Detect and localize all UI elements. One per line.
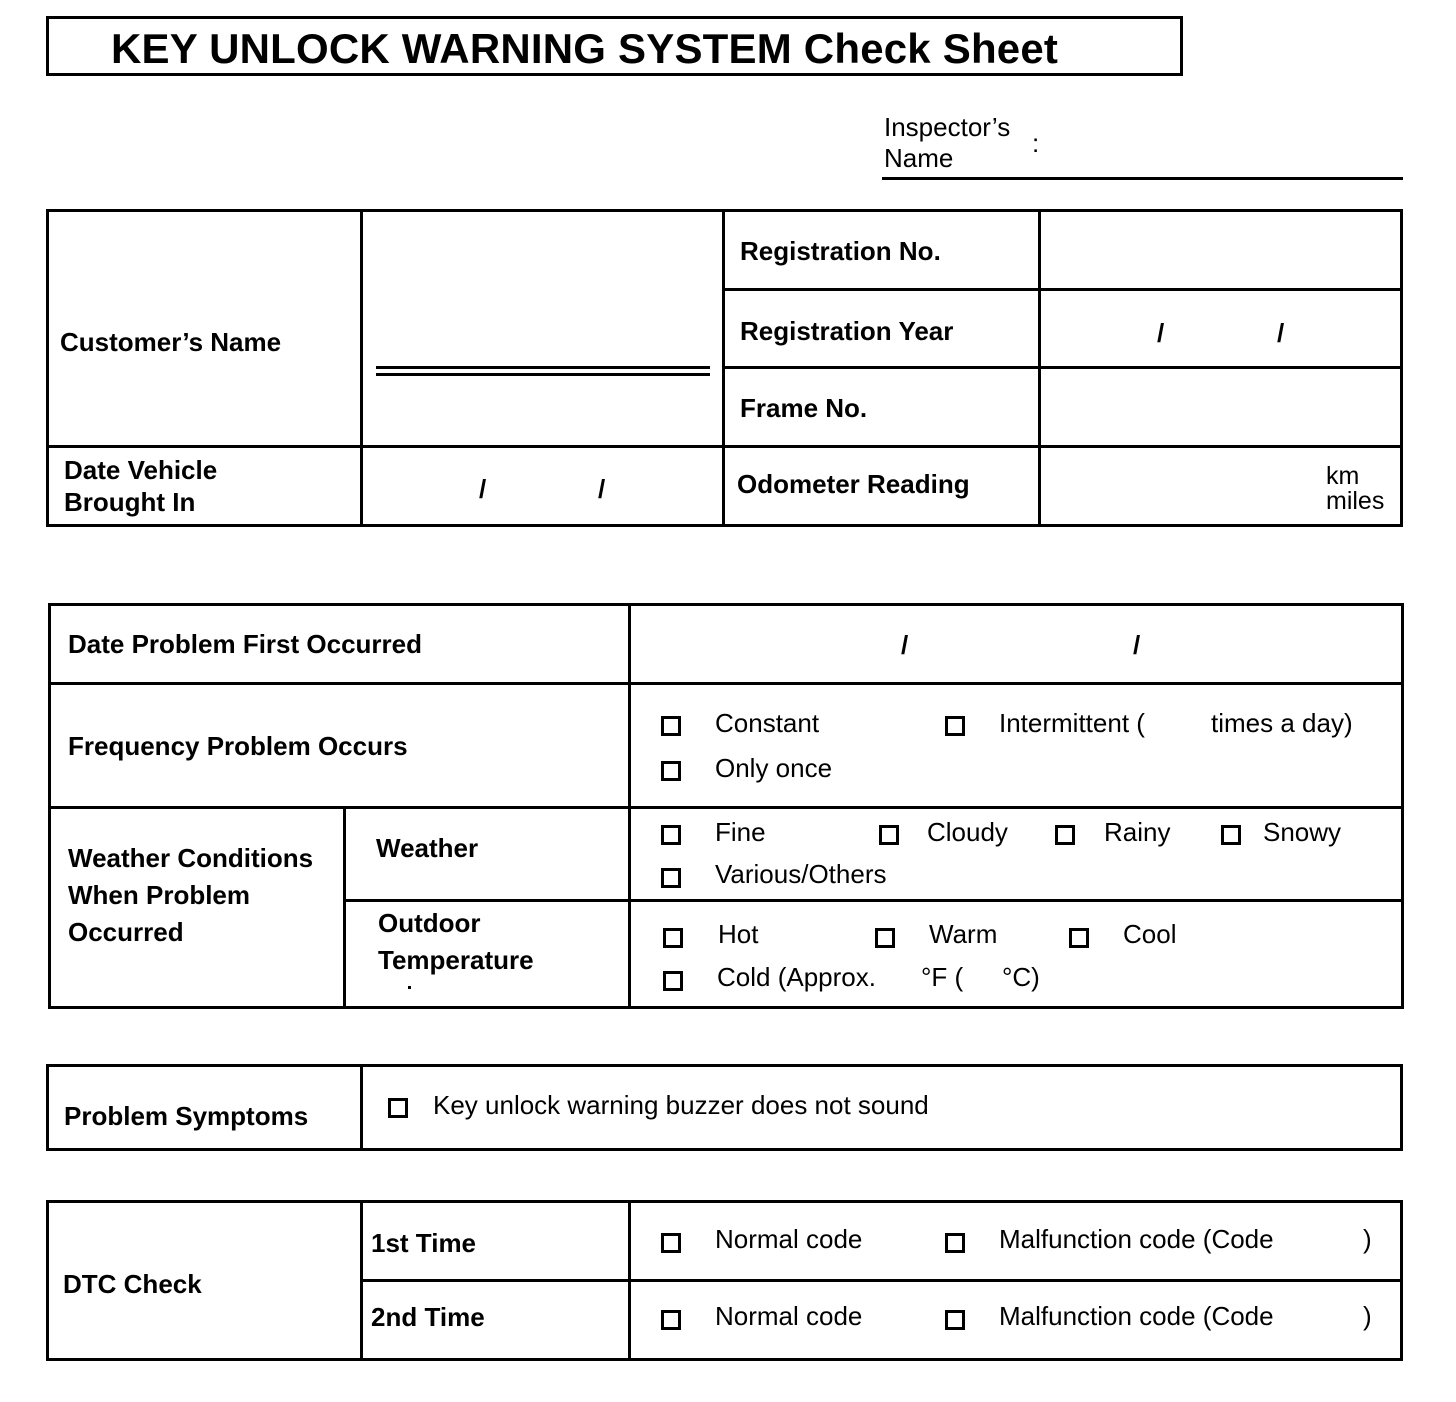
inspector-name-label	[884, 112, 1034, 174]
second-close-paren: )	[1363, 1301, 1372, 1331]
various-checkbox[interactable]	[661, 868, 681, 888]
outdoor-temp-line1: Outdoor	[378, 908, 481, 938]
intermittent-checkbox[interactable]	[945, 716, 965, 736]
divider	[360, 209, 363, 527]
frame-no-label: Frame No.	[740, 393, 868, 423]
inspector-label-line1: Inspector’s	[884, 112, 1011, 142]
customer-name-label: Customer’s Name	[60, 327, 282, 357]
date-brought-in-line2: Brought In	[64, 487, 196, 517]
weather-label: Weather	[376, 833, 479, 863]
cold-option: Cold (Approx.	[717, 962, 876, 992]
divider	[722, 366, 1403, 369]
second-normal-code-option: Normal code	[715, 1301, 863, 1331]
customer-name-underline	[376, 373, 710, 376]
registration-year-separator: /	[1157, 318, 1165, 348]
first-close-paren: )	[1363, 1224, 1372, 1254]
registration-year-separator: /	[1277, 318, 1285, 348]
buzzer-symptom-checkbox[interactable]	[388, 1098, 408, 1118]
outdoor-temperature-label	[378, 905, 534, 979]
hot-option: Hot	[718, 919, 759, 949]
first-malfunction-code-option: Malfunction code (Code	[999, 1224, 1274, 1254]
first-malfunction-code-checkbox[interactable]	[945, 1233, 965, 1253]
cool-checkbox[interactable]	[1069, 928, 1089, 948]
divider	[343, 806, 346, 1009]
constant-checkbox[interactable]	[661, 716, 681, 736]
snowy-checkbox[interactable]	[1221, 825, 1241, 845]
divider	[48, 682, 1404, 685]
cloudy-checkbox[interactable]	[879, 825, 899, 845]
title-box	[46, 16, 1183, 76]
second-malfunction-code-checkbox[interactable]	[945, 1310, 965, 1330]
date-brought-in-separator: /	[479, 474, 487, 504]
inspector-colon: :	[1032, 128, 1040, 158]
hot-checkbox[interactable]	[663, 928, 683, 948]
only-once-checkbox[interactable]	[661, 761, 681, 781]
weather-conditions-line2: When Problem	[68, 880, 251, 910]
cool-option: Cool	[1123, 919, 1177, 949]
constant-option: Constant	[715, 708, 820, 738]
various-option: Various/Others	[715, 859, 887, 889]
weather-conditions-label	[68, 840, 313, 951]
first-normal-code-checkbox[interactable]	[661, 1233, 681, 1253]
date-brought-in-separator: /	[598, 474, 606, 504]
date-first-occurred-separator: /	[1133, 630, 1141, 660]
unit-km: km	[1326, 462, 1360, 490]
divider	[360, 1279, 1403, 1282]
weather-conditions-line3: Occurred	[68, 917, 184, 947]
cloudy-option: Cloudy	[927, 817, 1008, 847]
buzzer-symptom-option: Key unlock warning buzzer does not sound	[433, 1090, 929, 1120]
customer-name-field[interactable]	[365, 212, 720, 362]
only-once-option: Only once	[715, 753, 833, 783]
divider	[46, 445, 1403, 448]
divider	[48, 806, 1404, 809]
outdoor-temp-line2: Temperature	[378, 945, 534, 975]
rainy-option: Rainy	[1104, 817, 1171, 847]
inspector-name-field[interactable]	[882, 177, 1403, 180]
divider	[722, 288, 1403, 291]
unit-miles: miles	[1326, 487, 1385, 515]
dtc-check-label: DTC Check	[63, 1269, 202, 1299]
inspector-label-line2: Name	[884, 143, 954, 173]
fine-option: Fine	[715, 817, 766, 847]
degrees-f-text: °F (	[921, 962, 964, 992]
warm-option: Warm	[929, 919, 998, 949]
fine-checkbox[interactable]	[661, 825, 681, 845]
divider	[343, 899, 1404, 902]
problem-symptoms-label: Problem Symptoms	[64, 1101, 309, 1131]
date-first-occurred-separator: /	[901, 630, 909, 660]
frame-no-field[interactable]	[1043, 371, 1398, 443]
warm-checkbox[interactable]	[875, 928, 895, 948]
second-normal-code-checkbox[interactable]	[661, 1310, 681, 1330]
times-a-day-text: times a day)	[1211, 708, 1353, 738]
rainy-checkbox[interactable]	[1055, 825, 1075, 845]
page-title: KEY UNLOCK WARNING SYSTEM Check Sheet	[111, 25, 1059, 72]
first-time-label: 1st Time	[371, 1228, 477, 1258]
second-malfunction-code-option: Malfunction code (Code	[999, 1301, 1274, 1331]
registration-year-label: Registration Year	[740, 316, 954, 346]
intermittent-option: Intermittent (	[999, 708, 1145, 738]
odometer-label: Odometer Reading	[737, 469, 970, 499]
snowy-option: Snowy	[1263, 817, 1342, 847]
frequency-label: Frequency Problem Occurs	[68, 731, 408, 761]
degrees-c-text: °C)	[1002, 962, 1040, 992]
weather-conditions-line1: Weather Conditions	[68, 843, 314, 873]
cold-checkbox[interactable]	[663, 971, 683, 991]
date-brought-in-label	[64, 454, 217, 518]
registration-no-field[interactable]	[1043, 212, 1398, 286]
stray-dot	[408, 986, 411, 989]
registration-no-label: Registration No.	[740, 236, 941, 266]
second-time-label: 2nd Time	[371, 1302, 485, 1332]
first-normal-code-option: Normal code	[715, 1224, 863, 1254]
customer-name-underline	[376, 366, 710, 369]
date-first-occurred-label: Date Problem First Occurred	[68, 629, 422, 659]
divider	[360, 1064, 363, 1151]
date-brought-in-line1: Date Vehicle	[64, 455, 218, 485]
